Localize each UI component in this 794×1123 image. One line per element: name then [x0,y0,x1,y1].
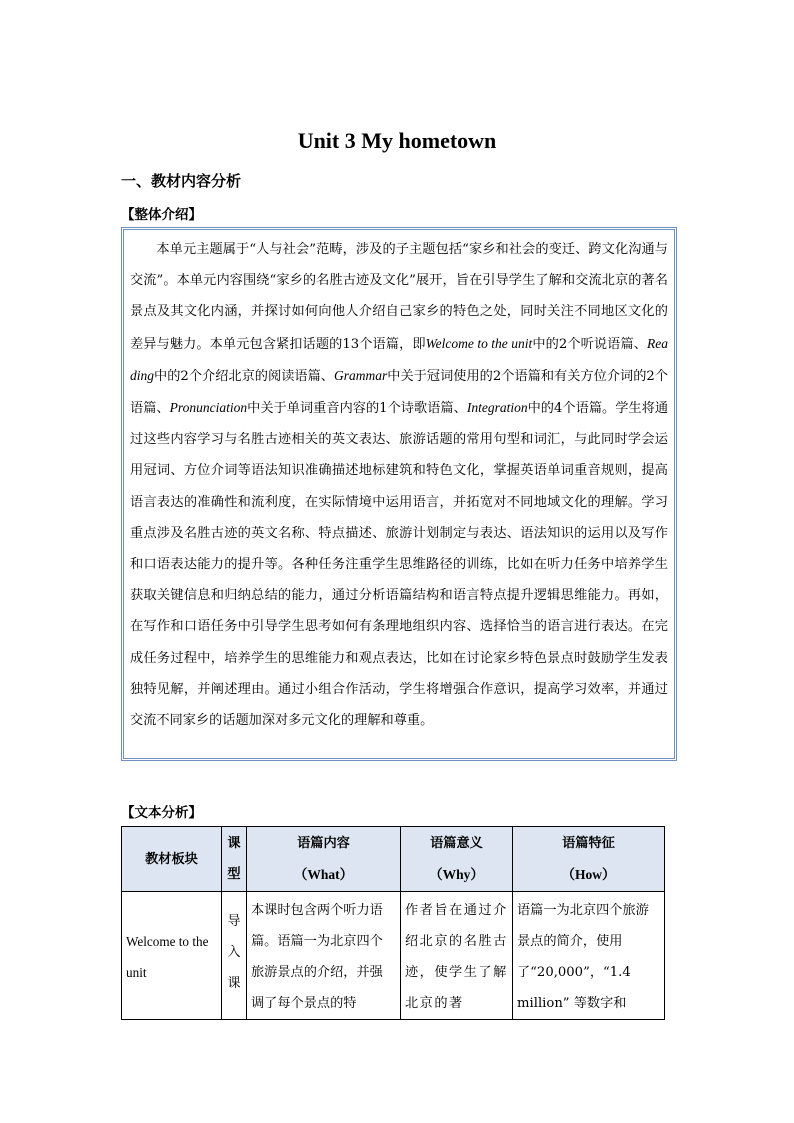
header-what [247,827,401,892]
intro-term-welcome: Welcome to the unit [425,335,533,351]
intro-term-grammar: Grammar [334,367,388,383]
header-what-label: 语篇内容 [297,836,350,851]
cell-why: 作者旨在通过介绍北京的名胜古迹，使学生了解北京的著 [401,892,513,1020]
intro-term-pronunciation: Pronunciation [169,400,248,416]
header-section [122,827,222,892]
intro-text-segment: 本单元主题属于“人与社会”范畴，涉及的子主题包括“家乡和社会的变迁、跨文化沟通与交流”。本单元内容围绕“家乡的名胜古迹及文化”展开，旨在引导学生了解和交流北京的著名景点及其文化内涵，并探讨如何向他人介绍自己家乡的特色之处，同时关注不同地区文化的差异与魅力。本单元包含紧扣话题的13个语篇，即 [130,242,668,352]
header-lesson-type-label: 课型 [227,836,241,882]
text-analysis-table [121,826,665,1020]
cell-section: Welcome to the unit [122,892,222,1020]
cell-lesson-type: 导入课 [222,892,247,1020]
header-lesson-type [222,827,247,892]
intro-text-segment: 中的4个语篇。学生将通过这些内容学习与名胜古迹相关的英文表达、旅游话题的常用句型和词汇，与此同时学会运用冠词、方位介词等语法知识准确描述地标建筑和特色文化，掌握英语单词重音规则，提高语言表达的准确性和流利度，在实际情境中运用语言，并拓宽对不同地域文化的理解。学习重点涉及名胜古迹的英文名称、特点描述、旅游计划制定与表达、语法知识的运用以及写作和口语表达能力的提升等。各种任务注重学生思维路径的训练，比如在听力任务中培养学生获取关键信息和归纳总结的能力，通过分析语篇结构和语言特点提升逻辑思维能力。再如，在写作和口语任务中引导学生思考如何有条理地组织内容、选择恰当的语言进行表达。在完成任务过程中，培养学生的思维能力和观点表达，比如在讨论家乡特色景点时鼓励学生发表独特见解，并阐述理由。通过小组合作活动，学生将增强合作意识，提高学习效率，并通过交流不同家乡的话题加深对多元文化的理解和尊重。 [130,401,669,729]
header-what-sub: （What） [293,867,354,882]
text-analysis-heading: 【文本分析】 [121,805,202,821]
intro-text-segment: 中关于冠词使用的2个语篇和有关方位介词的2个语篇、 [130,368,669,417]
table-row [122,892,665,1020]
intro-paragraph [130,234,668,736]
cell-how: 语篇一为北京四个旅游景点的简介，使用了“20,000”，“1.4 million” 等数字和 [513,892,665,1020]
intro-text-segment: 中关于单词重音内容的1个诗歌语篇、 [247,401,467,417]
intro-box [121,227,677,761]
intro-text-segment: 中的2个听说语篇、 [532,336,648,352]
header-how-label: 语篇特征 [562,836,615,851]
intro-heading: 【整体介绍】 [121,207,202,223]
header-why-sub: （Why） [429,867,484,882]
header-section-label: 教材板块 [145,851,198,867]
header-how-sub: （How） [561,867,616,882]
intro-term-integration: Integration [466,400,528,416]
intro-term-reading: Reading [130,335,669,383]
page-title: Unit 3 My hometown [297,128,497,153]
section-heading-textbook-analysis: 一、教材内容分析 [121,172,242,190]
header-how [513,827,665,892]
cell-what: 本课时包含两个听力语篇。语篇一为北京四个旅游景点的介绍，并强调了每个景点的特 [247,892,401,1020]
header-why-label: 语篇意义 [430,836,483,851]
table-header-row [122,827,665,892]
header-why [401,827,513,892]
intro-text-segment: 中的2个介绍北京的阅读语篇、 [154,368,334,384]
